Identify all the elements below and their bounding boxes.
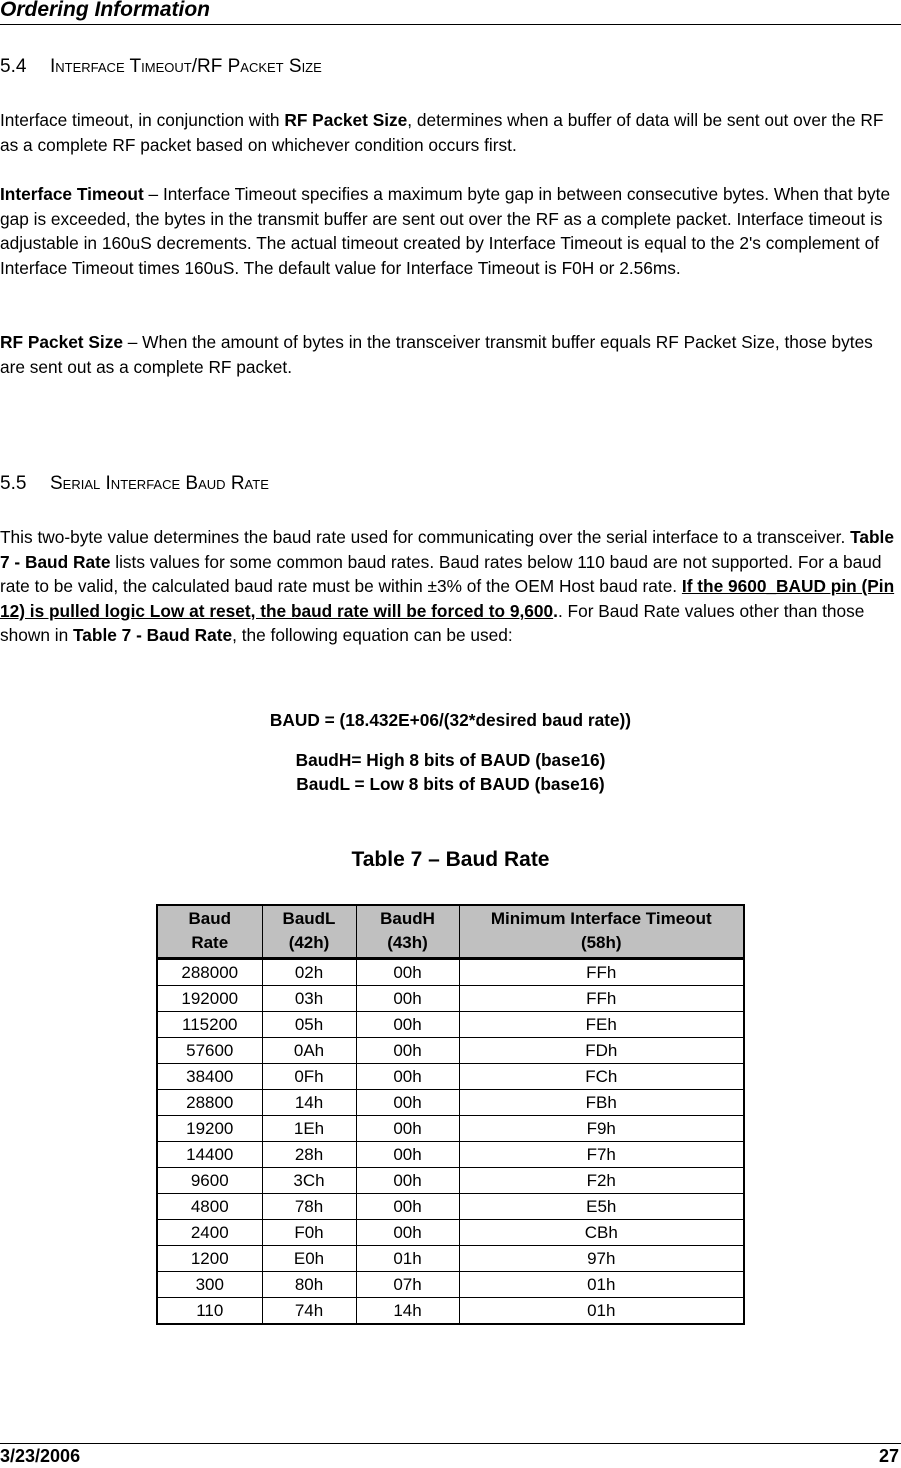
- page-footer: [0, 1443, 901, 1466]
- table-cell: FDh: [459, 1038, 744, 1064]
- table-cell: CBh: [459, 1220, 744, 1246]
- section-title: Interface Timeout/RF Packet Size: [50, 56, 322, 77]
- table-cell: 57600: [157, 1038, 262, 1064]
- table-cell: 00h: [356, 1220, 459, 1246]
- table-row: [157, 1012, 744, 1038]
- table-row: [157, 1220, 744, 1246]
- table-cell: 300: [157, 1272, 262, 1298]
- table-cell: 00h: [356, 1168, 459, 1194]
- section-heading-5-5: [0, 473, 269, 495]
- header-min-timeout: Minimum Interface Timeout (58h): [459, 905, 744, 959]
- intro-paragraph: [0, 108, 900, 157]
- footer-date: 3/23/2006: [0, 1446, 81, 1466]
- table-cell: 00h: [356, 1194, 459, 1220]
- table-cell: 38400: [157, 1064, 262, 1090]
- table-cell: 9600: [157, 1168, 262, 1194]
- baudl-equation: BaudL = Low 8 bits of BAUD (base16): [296, 774, 605, 794]
- table-cell: 00h: [356, 986, 459, 1012]
- table-header-row: [157, 905, 744, 959]
- table-cell: 28800: [157, 1090, 262, 1116]
- table-row: [157, 1038, 744, 1064]
- table-row: [157, 1168, 744, 1194]
- section-heading-5-4: [0, 56, 322, 78]
- baud-equation: BAUD = (18.432E+06/(32*desired baud rate)): [269, 710, 632, 730]
- table-row: [157, 1194, 744, 1220]
- table-cell: 00h: [356, 959, 459, 986]
- table-cell: 2400: [157, 1220, 262, 1246]
- table-cell: 115200: [157, 1012, 262, 1038]
- section-title: Serial Interface Baud Rate: [50, 473, 269, 494]
- baud-text-2: lists values for some common baud rates. Baud rates below 110 baud are not supported. For a baud rate to be valid, the calculated baud rate must be within ±3% of the OEM Host baud rate.: [0, 551, 882, 596]
- header-title: Ordering Information: [0, 0, 210, 21]
- intro-text: Interface timeout, in conjunction with: [0, 110, 285, 130]
- packet-size-description: – When the amount of bytes in the transceiver transmit buffer equals RF Packet Size, those bytes are sent out as a complete RF packet.: [0, 332, 873, 377]
- table-cell: 80h: [262, 1272, 356, 1298]
- table-cell: 00h: [356, 1064, 459, 1090]
- timeout-description: – Interface Timeout specifies a maximum byte gap in between consecutive bytes. When that byte gap is exceeded, the bytes in the transmit buffer are sent out over the RF as a complete packet. Interface timeout is adjustable in 160uS decrements. The actual timeout created by Interface Timeout is equal to the 2's complement of Interface Timeout times 160uS. The default value for Interface Timeout is F0H or 2.56ms.: [0, 184, 891, 278]
- baud-text-3: . For Baud Rate values other than those shown in: [0, 600, 865, 645]
- table-row: [157, 1116, 744, 1142]
- table-cell: F9h: [459, 1116, 744, 1142]
- table-cell: E0h: [262, 1246, 356, 1272]
- table-cell: 14h: [356, 1298, 459, 1325]
- table-row: [157, 1142, 744, 1168]
- term-interface-timeout: Interface Timeout: [0, 184, 144, 204]
- table-cell: 1Eh: [262, 1116, 356, 1142]
- table-cell: 3Ch: [262, 1168, 356, 1194]
- table-cell: 4800: [157, 1194, 262, 1220]
- table-title: Table 7 – Baud Rate: [351, 848, 550, 871]
- section-number: 5.4: [0, 56, 27, 77]
- page-number: 27: [878, 1446, 899, 1466]
- table-cell: FEh: [459, 1012, 744, 1038]
- table-cell: 74h: [262, 1298, 356, 1325]
- table-cell: 1200: [157, 1246, 262, 1272]
- table-cell: 02h: [262, 959, 356, 986]
- table-cell: 03h: [262, 986, 356, 1012]
- table-cell: 0Fh: [262, 1064, 356, 1090]
- intro-text-cont: , determines when a buffer of data will be sent out over the RF as a complete RF packet based on whichever condition occurs first.: [0, 110, 884, 155]
- table-cell: 01h: [459, 1272, 744, 1298]
- table-cell: 01h: [356, 1246, 459, 1272]
- table-cell: 00h: [356, 1116, 459, 1142]
- baud-text-1: This two-byte value determines the baud rate used for communicating over the serial interface to a transceiver.: [0, 527, 851, 547]
- table-row: [157, 959, 744, 986]
- table-cell: FFh: [459, 986, 744, 1012]
- baud-rate-table: [156, 904, 745, 1325]
- header-baud-rate: Baud Rate: [157, 905, 262, 959]
- baud-text-4: , the following equation can be used:: [232, 625, 513, 645]
- table-row: [157, 1298, 744, 1325]
- table-reference-2: Table 7 - Baud Rate: [73, 625, 233, 645]
- table-cell: 192000: [157, 986, 262, 1012]
- table-cell: F7h: [459, 1142, 744, 1168]
- table-cell: 07h: [356, 1272, 459, 1298]
- table-row: [157, 986, 744, 1012]
- table-cell: 28h: [262, 1142, 356, 1168]
- table-cell: 01h: [459, 1298, 744, 1325]
- table-cell: E5h: [459, 1194, 744, 1220]
- table-cell: F0h: [262, 1220, 356, 1246]
- table-cell: 19200: [157, 1116, 262, 1142]
- table-cell: 00h: [356, 1142, 459, 1168]
- interface-timeout-paragraph: [0, 182, 900, 280]
- table-cell: FCh: [459, 1064, 744, 1090]
- table-cell: 00h: [356, 1012, 459, 1038]
- table-cell: 288000: [157, 959, 262, 986]
- table-cell: 00h: [356, 1038, 459, 1064]
- table-cell: F2h: [459, 1168, 744, 1194]
- table-cell: 78h: [262, 1194, 356, 1220]
- table-cell: 05h: [262, 1012, 356, 1038]
- header-baudl: BaudL (42h): [262, 905, 356, 959]
- table-reference: Table 7 - Baud Rate: [0, 527, 894, 572]
- table-cell: 97h: [459, 1246, 744, 1272]
- term-rf-packet-size: RF Packet Size: [284, 110, 408, 130]
- header-baudh: BaudH (43h): [356, 905, 459, 959]
- table-cell: 00h: [356, 1090, 459, 1116]
- table-row: [157, 1246, 744, 1272]
- table-cell: 14h: [262, 1090, 356, 1116]
- table-cell: FFh: [459, 959, 744, 986]
- table-cell: 110: [157, 1298, 262, 1325]
- baudh-equation: BaudH= High 8 bits of BAUD (base16): [295, 750, 606, 770]
- section-number: 5.5: [0, 473, 27, 494]
- forced-baud-note: If the 9600_BAUD pin (Pin 12) is pulled logic Low at reset, the baud rate will be forced to 9,600: [0, 576, 895, 621]
- table-cell: 14400: [157, 1142, 262, 1168]
- table-cell: 0Ah: [262, 1038, 356, 1064]
- table-cell: FBh: [459, 1090, 744, 1116]
- rf-packet-size-paragraph: [0, 330, 900, 379]
- table-row: [157, 1090, 744, 1116]
- table-row: [157, 1064, 744, 1090]
- table-row: [157, 1272, 744, 1298]
- baud-rate-paragraph: This two-byte value determines the baud rate used for communicating over the serial interface to a transceiver. Table 7 - Baud Rate lists values for some common baud rates. Baud rates below 110 baud are not supported. For a baud rate to be valid, the calculated baud rate must be within ±3% of the OEM Host baud rate. If the 9600_BAUD pin (Pin 12) is pulled logic Low at reset, the baud rate will be forced to 9,600.. For Baud Rate values other than those shown in Table 7 - Baud Rate, the following equation can be used:: [0, 527, 895, 645]
- page-header: [0, 0, 901, 25]
- term-rf-packet-size-2: RF Packet Size: [0, 332, 123, 352]
